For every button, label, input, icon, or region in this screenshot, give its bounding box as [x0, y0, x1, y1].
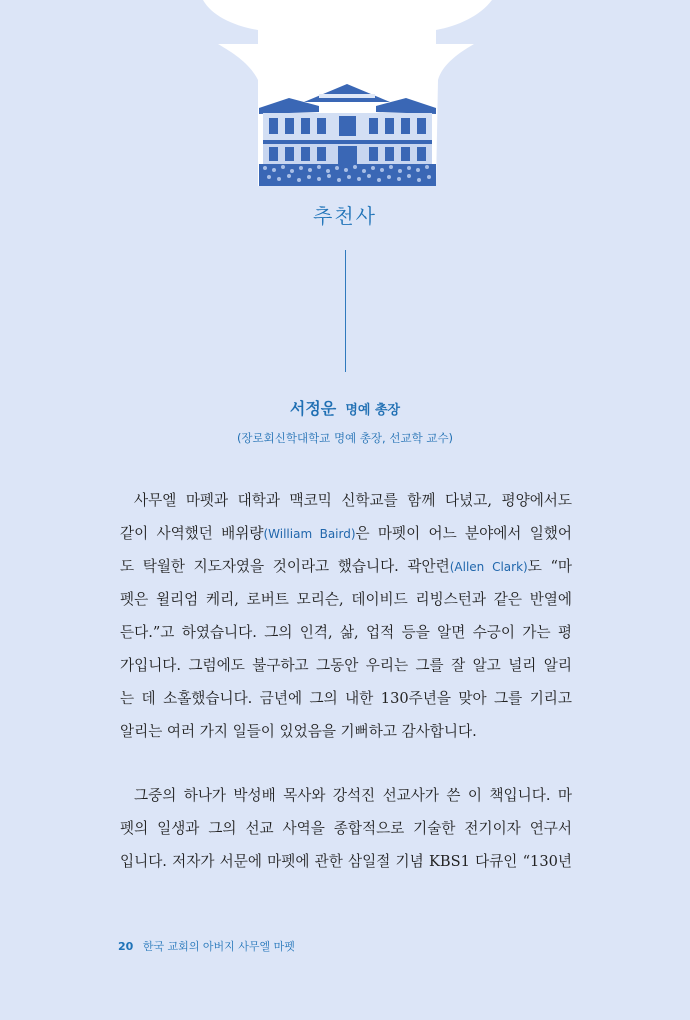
text-line: 같이 사역했던 배위량(William Baird)은 마펫이 어느 분야에서 일했어: [120, 525, 572, 542]
english-name: (William Baird): [263, 527, 356, 541]
english-name: (Allen Clark): [449, 560, 528, 574]
author-title: 명예 총장: [345, 403, 401, 418]
text-line: 펫의 일생과 그의 선교 사역을 종합적으로 기술한 전기이자 연구서: [120, 820, 572, 837]
text-line: 도 탁월한 지도자였을 것이라고 했습니다. 곽안련(Allen Clark)도 “마: [120, 558, 573, 575]
body-paragraph-2: [120, 779, 572, 878]
page-number: 20: [118, 940, 134, 953]
text-line: 펫은 윌리엄 케리, 로버트 모리슨, 데이비드 리빙스턴과 같은 반열에: [120, 591, 572, 608]
text-line: 가입니다. 그럼에도 불구하고 그동안 우리는 그를 잘 알고 널리 알리: [120, 657, 572, 674]
text-line: 는 데 소홀했습니다. 금년에 그의 내한 130주년을 맞아 그를 기리고: [120, 690, 572, 707]
historic-building-photo: [259, 80, 436, 186]
author-affiliation: (장로회신학대학교 명예 총장, 선교학 교수): [236, 431, 454, 445]
text-line: 그중의 하나가 박성배 목사와 강석진 선교사가 쓴 이 책입니다. 마: [134, 787, 572, 804]
vertical-divider: [345, 250, 346, 372]
author-name: 서정운: [289, 399, 337, 418]
running-book-title: 한국 교회의 아버지 사무엘 마펫: [142, 940, 295, 953]
page-footer: [118, 938, 295, 954]
text-line: 든다.”고 하였습니다. 그의 인격, 삶, 업적 등을 알면 수긍이 가는 평: [120, 624, 572, 641]
text-line: 입니다. 저자가 서문에 마펫에 관한 삼일절 기념 KBS1 다큐인 “130년: [120, 853, 572, 870]
text-line: 알리는 여러 가지 일들이 있었음을 기뻐하고 감사합니다.: [120, 723, 477, 740]
author-line: [0, 396, 690, 419]
body-paragraph-1: [120, 484, 572, 748]
section-title: 추천사: [313, 204, 377, 228]
text-line: 사무엘 마펫과 대학과 맥코믹 신학교를 함께 다녔고, 평양에서도: [134, 492, 572, 509]
